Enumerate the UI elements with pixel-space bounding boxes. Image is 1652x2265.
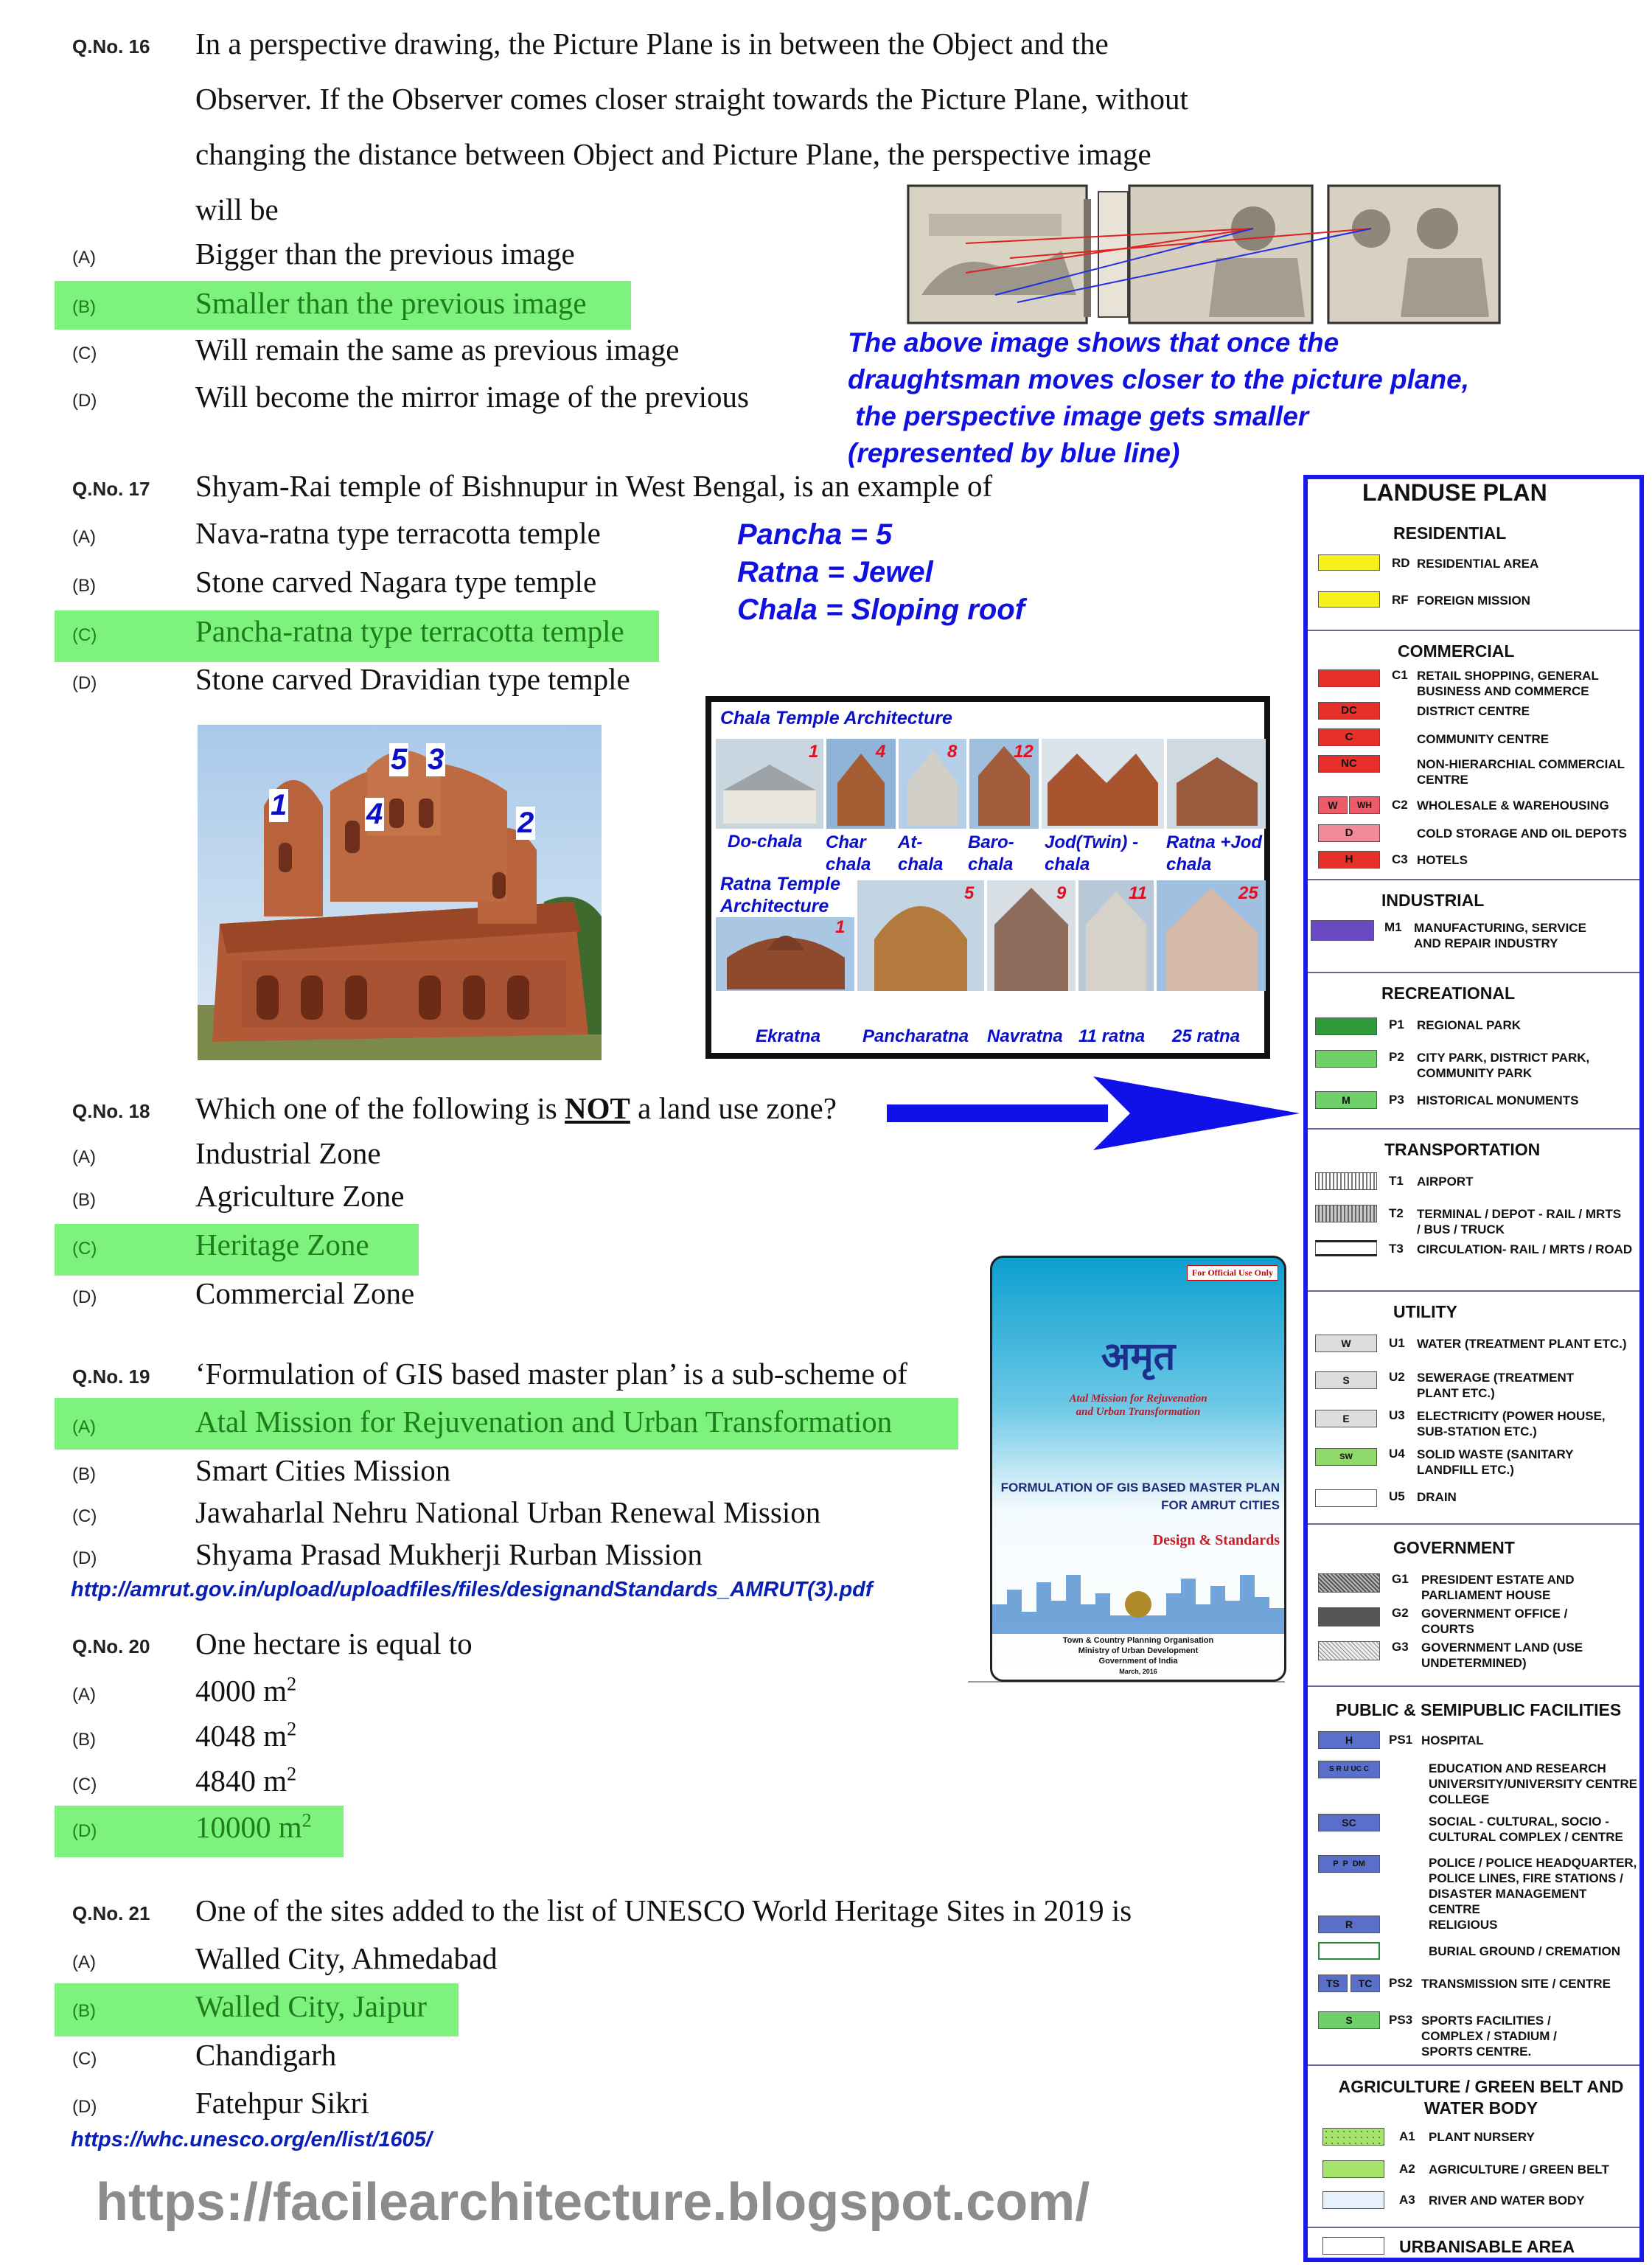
chala-label: Baro-chala (968, 832, 1014, 874)
correct-option-text: Atal Mission for Rejuvenation and Urban Transformation (195, 1405, 893, 1438)
swatch-plant-nursery (1322, 2128, 1384, 2146)
swatch-community-centre: C (1318, 728, 1380, 746)
option-text: Stone carved Dravidian type temple (195, 662, 630, 696)
divider (1308, 630, 1639, 631)
divider (1308, 2227, 1639, 2228)
legend-label: SPORTS FACILITIES / COMPLEX / STADIUM / SPORTS CENTRE. (1421, 2014, 1557, 2059)
legend-label: TRANSMISSION SITE / CENTRE (1421, 1977, 1611, 1991)
ratna-label: Ekratna (756, 1026, 821, 1046)
option-label: (C) (72, 1506, 97, 1526)
legend-label: SOLID WASTE (SANITARY LANDFILL ETC.) (1417, 1447, 1574, 1477)
option-label: (A) (72, 1417, 96, 1437)
swatch-police: P P DM (1318, 1855, 1380, 1873)
swatch-transmission-centre: TC (1350, 1975, 1380, 1992)
swatch-solid-waste: SW (1315, 1448, 1377, 1466)
divider (1308, 1290, 1639, 1292)
swatch-retail (1318, 669, 1380, 687)
chala-label: At-chala (898, 832, 944, 874)
option-text: Smart Cities Mission (195, 1453, 451, 1487)
legend-section-residential: RESIDENTIAL (1393, 523, 1507, 543)
swatch-district-centre: DC (1318, 702, 1380, 720)
swatch-foreign-mission (1318, 591, 1380, 608)
option-text: Commercial Zone (195, 1276, 415, 1310)
legend-code: U4 (1389, 1447, 1405, 1461)
option-label: (B) (72, 576, 96, 596)
swatch-social-cultural: SC (1318, 1814, 1380, 1831)
question-text: One hectare is equal to (195, 1626, 473, 1660)
divider (1308, 879, 1639, 880)
cover-subtitle: Design & Standards (1152, 1532, 1280, 1548)
option-label: (C) (72, 1239, 97, 1259)
legend-code: RD (1392, 556, 1410, 570)
tower-number: 2 (517, 807, 534, 839)
legend-label: CITY PARK, DISTRICT PARK, COMMUNITY PARK (1417, 1051, 1590, 1080)
arrow-to-legend-icon (887, 1076, 1300, 1150)
legend-label: DISTRICT CENTRE (1417, 704, 1530, 718)
question-number: Q.No. 19 (72, 1365, 150, 1388)
tower-number: 3 (428, 743, 445, 776)
pancha-ratna-note: Pancha = 5 Ratna = Jewel Chala = Sloping roof (737, 518, 1025, 626)
option-label: (B) (72, 1464, 96, 1484)
unesco-link[interactable]: https://whc.unesco.org/en/list/1605/ (71, 2128, 432, 2151)
chala-label: Jod(Twin) - chala (1045, 832, 1139, 874)
question-text: Which one of the following is NOT a land use zone? (195, 1091, 837, 1125)
option-text: Fatehpur Sikri (195, 2086, 369, 2120)
perspective-engraving-image (907, 184, 1501, 324)
legend-code: P2 (1389, 1050, 1404, 1064)
option-text: Industrial Zone (195, 1136, 381, 1170)
legend-section-public: PUBLIC & SEMIPUBLIC FACILITIES (1336, 1700, 1622, 1719)
ratna-count: 5 (964, 883, 975, 903)
option-text: Nava-ratna type terracotta temple (195, 516, 601, 550)
legend-section-recreational: RECREATIONAL (1381, 984, 1516, 1003)
swatch-government-office (1318, 1607, 1380, 1626)
legend-label: WHOLESALE & WAREHOUSING (1417, 799, 1609, 813)
legend-code: G3 (1392, 1640, 1409, 1654)
option-text: Bigger than the previous image (195, 237, 575, 271)
swatch-historical-monuments: M (1315, 1091, 1377, 1109)
legend-label: RELIGIOUS (1429, 1918, 1498, 1932)
legend-label: RIVER AND WATER BODY (1429, 2193, 1585, 2207)
legend-code: P1 (1389, 1017, 1404, 1031)
chala-label: Char chala (826, 832, 871, 874)
legend-code: T2 (1389, 1206, 1404, 1220)
swatch-government-land (1318, 1641, 1380, 1660)
option-label: (D) (72, 673, 97, 693)
legend-label: REGIONAL PARK (1417, 1018, 1522, 1032)
legend-code: U3 (1389, 1408, 1405, 1422)
question-number: Q.No. 17 (72, 478, 150, 500)
question-text: Shyam-Rai temple of Bishnupur in West Bengal, is an example of (195, 469, 993, 503)
legend-code: U2 (1389, 1370, 1405, 1384)
ratna-count: 25 (1238, 883, 1258, 903)
legend-label: COLD STORAGE AND OIL DEPOTS (1417, 827, 1627, 841)
question-number: Q.No. 21 (72, 1902, 150, 1924)
ratna-label: Pancharatna (862, 1026, 969, 1046)
legend-label: COMMUNITY CENTRE (1417, 732, 1550, 746)
perspective-explanation-note: The above image shows that once the draughtsman moves closer to the picture plane, the perspective image gets smaller (represented by blue line) (848, 327, 1469, 468)
option-text: Jawaharlal Nehru National Urban Renewal Mission (195, 1495, 821, 1529)
legend-label: HOTELS (1417, 853, 1468, 867)
cover-title: FORMULATION OF GIS BASED MASTER PLAN FOR AMRUT CITIES (1000, 1481, 1280, 1512)
option-label: (B) (72, 2001, 96, 2021)
option-label: (A) (72, 1147, 96, 1167)
landuse-plan-legend (1303, 475, 1644, 2262)
panel-heading: Chala Temple Architecture (720, 708, 952, 728)
swatch-terminal (1315, 1205, 1377, 1222)
tower-number: 5 (391, 743, 408, 776)
ratna-count: 11 (1129, 883, 1147, 903)
legend-label: ELECTRICITY (POWER HOUSE, SUB-STATION ETC.) (1417, 1409, 1606, 1438)
divider (1308, 2064, 1639, 2066)
option-label: (D) (72, 1287, 97, 1307)
swatch-drain (1315, 1489, 1377, 1507)
panel-heading: Ratna Temple Architecture (720, 874, 841, 916)
option-label: (B) (72, 1190, 96, 1210)
swatch-water-body (1322, 2191, 1384, 2209)
option-text: Will become the mirror image of the previous (195, 380, 749, 414)
legend-code: A2 (1399, 2162, 1415, 2176)
option-text: Stone carved Nagara type temple (195, 565, 597, 599)
legend-code: G2 (1392, 1606, 1409, 1620)
swatch-sewerage: S (1315, 1371, 1377, 1389)
chala-label: Ratna +Jod chala (1166, 832, 1263, 874)
legend-code: A3 (1399, 2193, 1415, 2207)
option-text: 4000 $m^2$ (195, 1673, 297, 1708)
amrut-link[interactable]: http://amrut.gov.in/upload/uploadfiles/files/designandStandards_AMRUT(3).pdf (71, 1578, 873, 1601)
option-text: Agriculture Zone (195, 1179, 405, 1213)
legend-label: GOVERNMENT OFFICE / COURTS (1421, 1607, 1568, 1636)
legend-code: P3 (1389, 1093, 1404, 1107)
legend-label: AIRPORT (1417, 1175, 1474, 1189)
legend-label: PRESIDENT ESTATE AND PARLIAMENT HOUSE (1421, 1573, 1575, 1602)
legend-code: C3 (1392, 852, 1408, 866)
amrut-logo: अमृत (1101, 1335, 1176, 1379)
ratna-label: Navratna (987, 1026, 1063, 1046)
swatch-circulation (1315, 1240, 1377, 1256)
legend-section-industrial: INDUSTRIAL (1381, 891, 1485, 910)
option-text: Shyama Prasad Mukherji Rurban Mission (195, 1537, 703, 1571)
temple-architecture-panel (705, 696, 1270, 1059)
swatch-education: S R U UC C (1318, 1761, 1380, 1778)
swatch-non-hierarchial: NC (1318, 755, 1380, 773)
swatch-regional-park (1315, 1017, 1377, 1035)
legend-label: DRAIN (1417, 1490, 1457, 1504)
option-text: Will remain the same as previous image (195, 333, 680, 366)
divider (1308, 1685, 1639, 1687)
legend-code: RF (1392, 593, 1409, 607)
emphasis-not: NOT (565, 1091, 630, 1125)
question-number: Q.No. 16 (72, 35, 150, 58)
legend-label: PLANT NURSERY (1429, 2130, 1535, 2144)
question-text: In a perspective drawing, the Picture Plane is in between the Object and the Observer. If the Observer comes closer straight towards the Picture Plane, without changing the distance between Object and Picture Plane, the perspective image will be (195, 27, 1188, 226)
option-label: (D) (72, 2097, 97, 2117)
legend-code: C1 (1392, 668, 1408, 682)
option-label: (A) (72, 527, 96, 547)
legend-section-agriculture: AGRICULTURE / GREEN BELT AND WATER BODY (1338, 2077, 1624, 2118)
amrut-mission: Atal Mission for Rejuvenation and Urban Transformation (1069, 1393, 1207, 1418)
legend-code: A1 (1399, 2129, 1415, 2143)
legend-code: T3 (1389, 1242, 1404, 1256)
swatch-agriculture (1322, 2160, 1384, 2178)
roof-count: 1 (809, 742, 819, 762)
ratna-label: 25 ratna (1172, 1026, 1241, 1046)
legend-label: EDUCATION AND RESEARCH UNIVERSITY/UNIVERSITY CENTRE COLLEGE (1429, 1761, 1638, 1806)
legend-section-utility: UTILITY (1393, 1302, 1457, 1321)
correct-option-text: 10000 $m^2$ (195, 1809, 312, 1844)
swatch-transmission-site: TS (1318, 1975, 1348, 1992)
legend-section-commercial: COMMERCIAL (1398, 641, 1515, 661)
option-label: (A) (72, 1685, 96, 1705)
legend-label: CIRCULATION- RAIL / MRTS / ROAD (1417, 1242, 1633, 1256)
legend-section-urbanisable: URBANISABLE AREA (1399, 2237, 1575, 2256)
legend-label: NON-HIERARCHIAL COMMERCIAL CENTRE (1417, 757, 1625, 787)
option-label: (B) (72, 1730, 96, 1750)
swatch-warehousing: WH (1349, 796, 1380, 814)
question-number: Q.No. 18 (72, 1100, 150, 1122)
amrut-cover (990, 1256, 1286, 1682)
swatch-wholesale: W (1318, 796, 1348, 814)
option-label: (C) (72, 1775, 97, 1795)
legend-code: C2 (1392, 798, 1408, 812)
legend-section-transportation: TRANSPORTATION (1384, 1140, 1541, 1159)
option-label: (A) (72, 1952, 96, 1972)
question-text: ‘Formulation of GIS based master plan’ is a sub-scheme of (195, 1357, 907, 1391)
legend-label: BURIAL GROUND / CREMATION (1429, 1944, 1621, 1958)
legend-label: MANUFACTURING, SERVICE AND REPAIR INDUSTRY (1414, 921, 1586, 950)
legend-label: WATER (TREATMENT PLANT ETC.) (1417, 1337, 1627, 1351)
swatch-water: W (1315, 1335, 1377, 1352)
option-label: (D) (72, 391, 97, 411)
option-label: (C) (72, 344, 97, 363)
legend-code: PS3 (1389, 2013, 1413, 2027)
legend-code: M1 (1384, 920, 1402, 934)
divider (1308, 1128, 1639, 1130)
correct-option-text: Heritage Zone (195, 1228, 369, 1262)
tower-number: 1 (271, 789, 287, 821)
option-text: 4048 $m^2$ (195, 1718, 297, 1753)
option-text: 4840 $m^2$ (195, 1763, 297, 1798)
ratna-count: 9 (1056, 883, 1067, 903)
option-label: (D) (72, 1821, 97, 1841)
correct-option-text: Walled City, Jaipur (195, 1989, 428, 2023)
swatch-sports: S (1318, 2011, 1380, 2029)
legend-code: T1 (1389, 1174, 1404, 1188)
swatch-urbanisable (1322, 2237, 1384, 2255)
legend-label: TERMINAL / DEPOT - RAIL / MRTS / BUS / TRUCK (1417, 1207, 1622, 1236)
option-label: (C) (72, 2049, 97, 2069)
legend-code: G1 (1392, 1572, 1409, 1586)
legend-label: GOVERNMENT LAND (USE UNDETERMINED) (1421, 1641, 1583, 1670)
tower-number: 4 (366, 798, 383, 830)
legend-code: U5 (1389, 1489, 1405, 1503)
divider (1308, 1523, 1639, 1525)
option-label: (C) (72, 625, 97, 645)
legend-label: SOCIAL - CULTURAL, SOCIO - CULTURAL COMPLEX / CENTRE (1429, 1815, 1623, 1844)
legend-code: U1 (1389, 1336, 1405, 1350)
legend-code: PS1 (1389, 1733, 1413, 1747)
swatch-city-park (1315, 1050, 1377, 1068)
question-text: One of the sites added to the list of UNESCO World Heritage Sites in 2019 is (195, 1893, 1132, 1927)
legend-label: RETAIL SHOPPING, GENERAL BUSINESS AND COMMERCE (1417, 669, 1599, 698)
legend-label: SEWERAGE (TREATMENT PLANT ETC.) (1417, 1371, 1575, 1400)
legend-label: HOSPITAL (1421, 1733, 1484, 1747)
roof-count: 12 (1014, 742, 1034, 762)
cover-org: Town & Country Planning Organisation Ministry of Urban Development Government of India March, 2016 (1062, 1636, 1214, 1675)
city-skyline-icon (992, 1560, 1284, 1634)
roof-count: 4 (876, 742, 886, 762)
option-label: (D) (72, 1548, 97, 1568)
roof-count: 8 (947, 742, 958, 762)
legend-section-government: GOVERNMENT (1393, 1538, 1515, 1557)
swatch-president-estate (1318, 1573, 1380, 1593)
legend-label: HISTORICAL MONUMENTS (1417, 1093, 1579, 1107)
swatch-residential (1318, 554, 1380, 571)
option-label: (A) (72, 248, 96, 268)
option-label: (B) (72, 297, 96, 317)
question-number: Q.No. 20 (72, 1635, 150, 1657)
option-text: Walled City, Ahmedabad (195, 1941, 498, 1975)
correct-option-text: Pancha-ratna type terracotta temple (195, 614, 624, 648)
swatch-burial-ground (1318, 1942, 1380, 1960)
swatch-cold-storage: D (1318, 824, 1380, 842)
legend-label: FOREIGN MISSION (1417, 594, 1530, 608)
swatch-hospital: H (1318, 1731, 1380, 1749)
legend-title: LANDUSE PLAN (1362, 479, 1547, 506)
legend-label: RESIDENTIAL AREA (1417, 557, 1539, 571)
swatch-religious: R (1318, 1916, 1380, 1933)
ratna-count: 1 (835, 917, 846, 937)
blog-url-watermark[interactable]: https://facilearchitecture.blogspot.com/ (96, 2173, 1090, 2232)
swatch-electricity: E (1315, 1410, 1377, 1427)
legend-label: POLICE / POLICE HEADQUARTER, POLICE LINES, FIRE STATIONS / DISASTER MANAGEMENT CENTRE (1429, 1856, 1637, 1916)
correct-option-text: Smaller than the previous image (195, 286, 587, 320)
ratna-label: 11 ratna (1078, 1026, 1146, 1046)
option-text: Chandigarh (195, 2038, 337, 2072)
legend-code: PS2 (1389, 1976, 1413, 1990)
swatch-airport (1315, 1172, 1377, 1190)
divider (1308, 972, 1639, 973)
chala-label: Do-chala (728, 832, 803, 852)
swatch-hotels: H (1318, 851, 1380, 869)
swatch-manufacturing (1311, 920, 1374, 941)
legend-label: AGRICULTURE / GREEN BELT (1429, 2163, 1609, 2177)
official-use-badge: For Official Use Only (1187, 1265, 1278, 1281)
